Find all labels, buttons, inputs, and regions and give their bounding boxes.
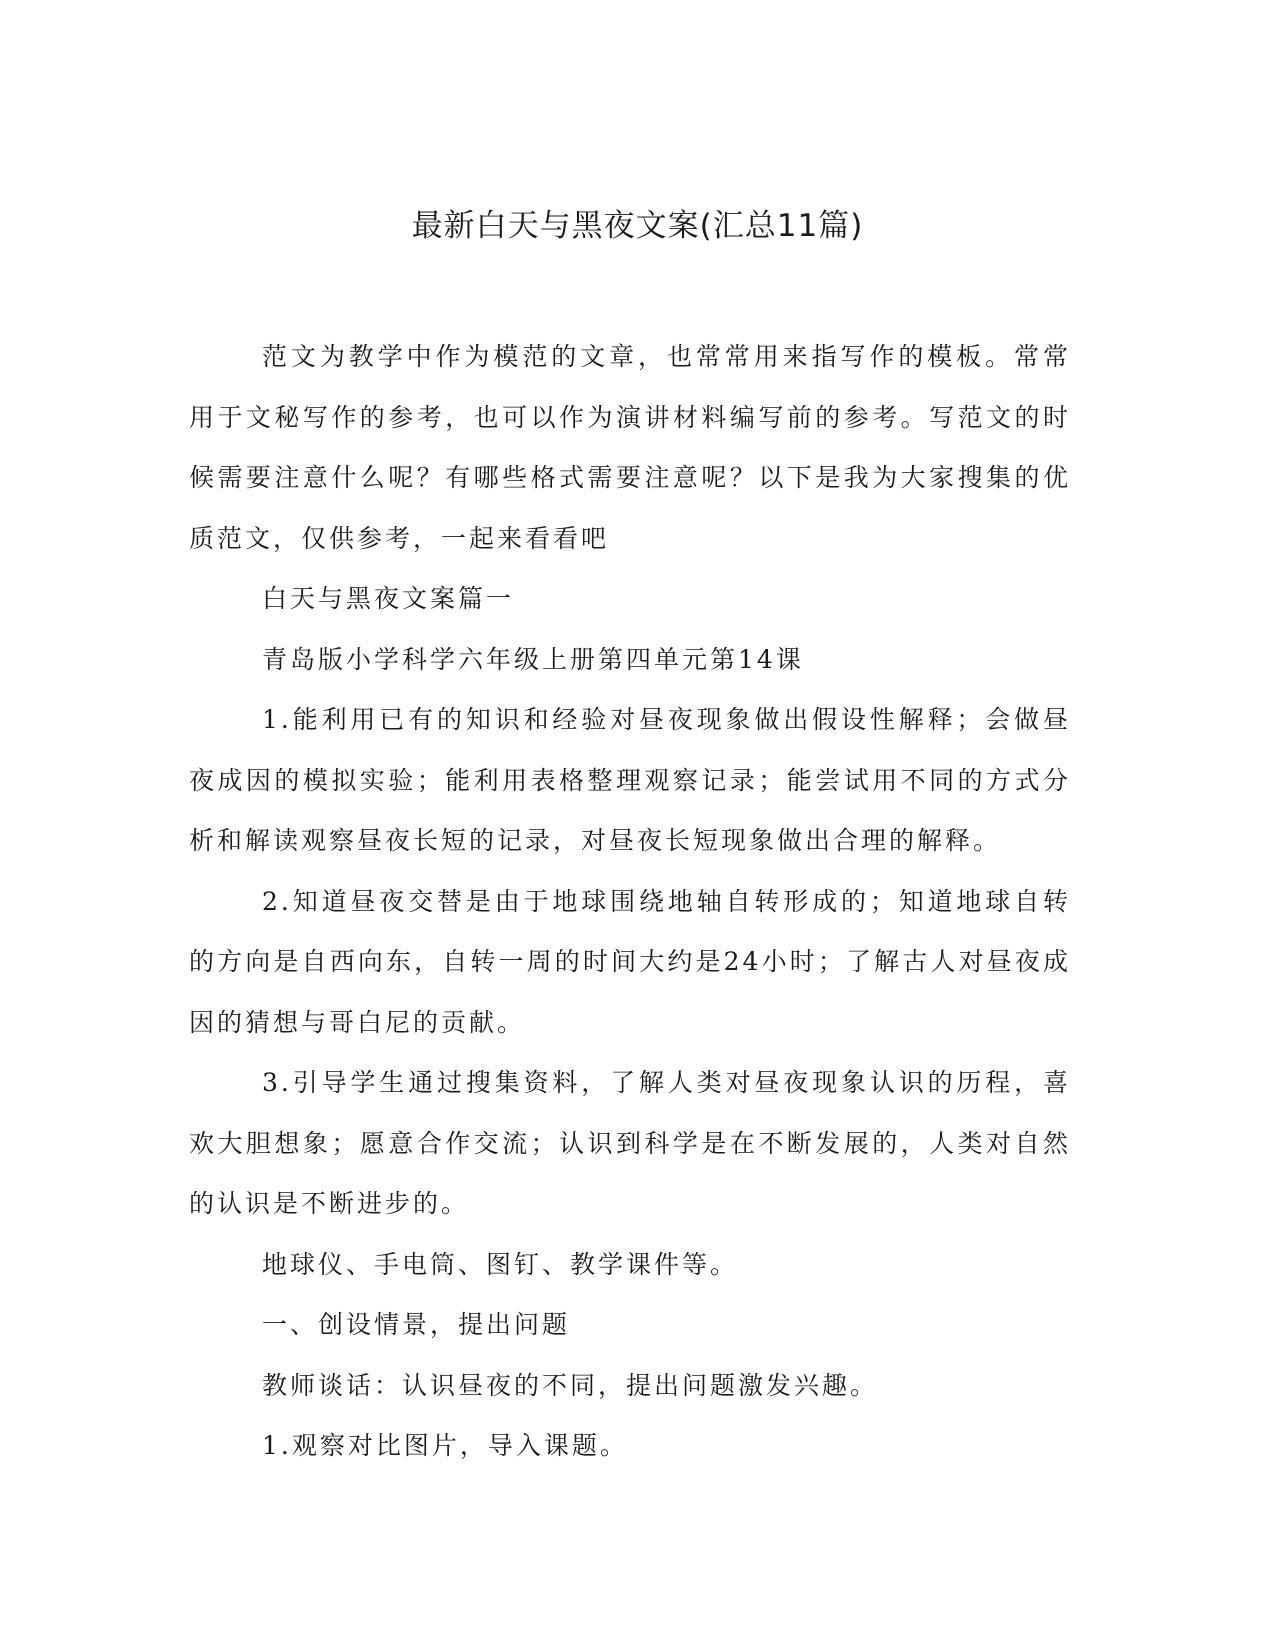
paragraph-step-1: 1.观察对比图片，导入课题。: [262, 1431, 628, 1460]
paragraph-goal-1: 1.能利用已有的知识和经验对昼夜现象做出假设性解释；会做昼夜成因的模拟实验；能利用表格整理观察记录；能尝试用不同的方式分析和解读观察昼夜长短的记录，对昼夜长短现象做出合理的解释。: [189, 705, 1071, 855]
paragraph-lesson-info: 青岛版小学科学六年级上册第四单元第14课: [262, 644, 804, 674]
paragraph-teacher-talk: 教师谈话：认识昼夜的不同，提出问题激发兴趣。: [262, 1370, 879, 1400]
paragraph-step-heading: 一、创设情景，提出问题: [262, 1310, 571, 1339]
section-heading: 白天与黑夜文案篇一: [262, 584, 515, 613]
paragraph-goal-3: 3.引导学生通过搜集资料，了解人类对昼夜现象认识的历程，喜欢大胆想象；愿意合作交流；认识到科学是在不断发展的，人类对自然的认识是不断进步的。: [189, 1068, 1071, 1218]
document-title: 最新白天与黑夜文案(汇总11篇): [411, 208, 864, 244]
paragraph-goal-2: 2.知道昼夜交替是由于地球围绕地轴自转形成的；知道地球自转的方向是自西向东，自转一周的时间大约是24小时；了解古人对昼夜成因的猜想与哥白尼的贡献。: [189, 886, 1071, 1037]
paragraph-intro: 范文为教学中作为模范的文章，也常常用来指写作的模板。常常用于文秘写作的参考，也可以作为演讲材料编写前的参考。写范文的时候需要注意什么呢？有哪些格式需要注意呢？以下是我为大家搜集的优质范文，仅供参考，一起来看看吧: [189, 342, 1071, 553]
paragraph-materials: 地球仪、手电筒、图钉、教学课件等。: [262, 1249, 739, 1279]
document-body: [189, 327, 1071, 1477]
